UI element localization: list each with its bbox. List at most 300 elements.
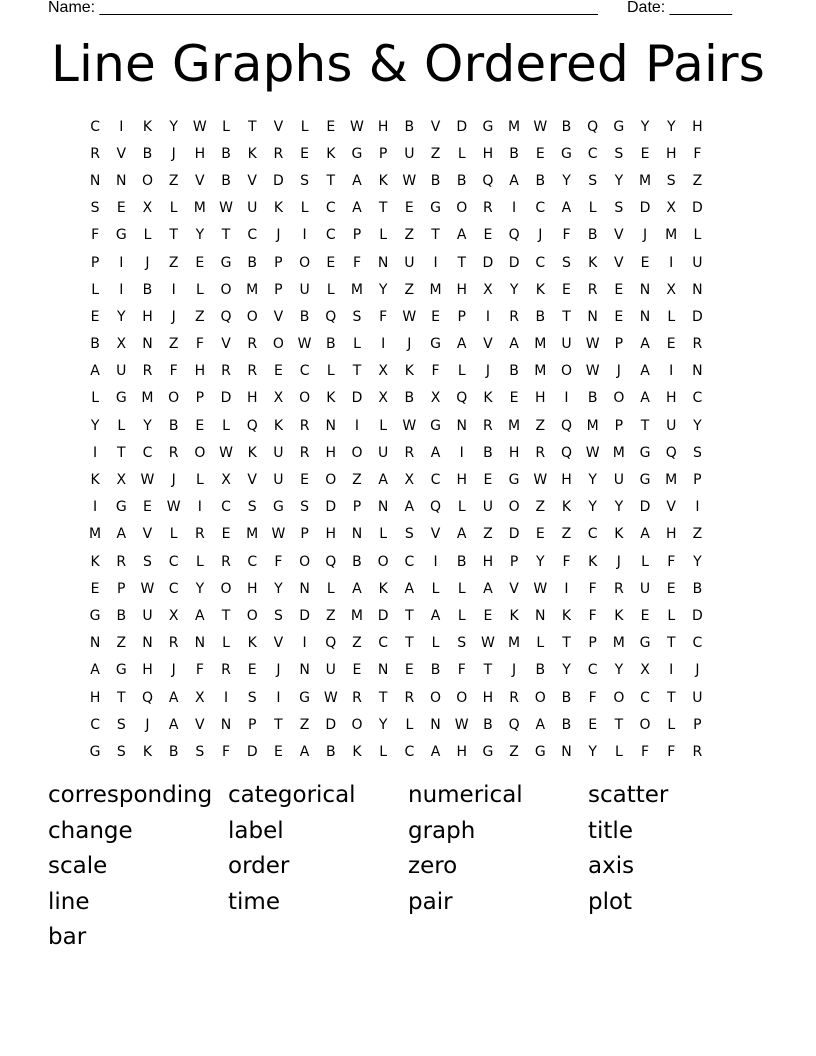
grid-letter: M <box>612 635 625 652</box>
grid-letter: Q <box>430 499 442 516</box>
grid-row <box>82 521 738 548</box>
grid-letter: B <box>456 553 467 570</box>
grid-letter: A <box>378 472 388 489</box>
grid-letter: G <box>639 635 651 652</box>
grid-letter: K <box>273 417 283 434</box>
grid-letter: G <box>534 743 546 760</box>
grid-letter: Y <box>378 716 388 733</box>
grid-letter: L <box>667 607 676 624</box>
grid-letter: O <box>639 716 651 733</box>
grid-letter: W <box>297 336 312 353</box>
grid-letter: Q <box>587 118 599 135</box>
grid-row <box>82 331 738 358</box>
grid-letter: K <box>509 607 519 624</box>
grid-letter: Q <box>665 444 677 461</box>
grid-letter: R <box>273 145 284 162</box>
grid-letter: M <box>508 118 521 135</box>
word-list-item: zero <box>408 853 458 879</box>
grid-letter: Y <box>195 227 205 244</box>
grid-letter: K <box>588 553 598 570</box>
grid-letter: I <box>197 499 202 516</box>
grid-letter: F <box>91 227 100 244</box>
grid-letter: U <box>404 254 415 271</box>
grid-letter: V <box>273 635 284 652</box>
grid-row <box>82 575 738 602</box>
grid-letter: P <box>274 254 283 271</box>
grid-letter: G <box>115 390 127 407</box>
grid-letter: V <box>614 227 624 244</box>
grid-letter: R <box>404 444 415 461</box>
grid-letter: V <box>195 716 205 733</box>
grid-letter: P <box>352 227 362 244</box>
grid-letter: A <box>456 336 467 353</box>
grid-letter: L <box>667 716 676 733</box>
grid-letter: D <box>325 499 337 516</box>
grid-letter: H <box>325 444 337 461</box>
grid-row <box>82 222 738 249</box>
grid-letter: R <box>509 689 519 706</box>
grid-letter: E <box>221 526 231 543</box>
grid-letter: B <box>430 172 441 189</box>
grid-letter: F <box>352 254 361 271</box>
grid-letter: T <box>378 689 388 706</box>
grid-letter: X <box>483 281 493 298</box>
grid-letter: H <box>89 689 101 706</box>
grid-letter: X <box>640 662 650 679</box>
grid-letter: C <box>168 580 179 597</box>
grid-letter: Z <box>535 499 546 516</box>
grid-letter: E <box>535 145 545 162</box>
grid-letter: Q <box>560 444 572 461</box>
word-list-item: title <box>588 817 633 844</box>
grid-letter: I <box>669 363 674 380</box>
grid-letter: C <box>90 716 100 733</box>
grid-letter: C <box>221 499 231 516</box>
grid-letter: K <box>483 390 493 407</box>
grid-letter: O <box>325 472 337 489</box>
grid-letter: T <box>614 716 624 733</box>
grid-letter: O <box>377 553 389 570</box>
grid-letter: V <box>273 308 284 325</box>
grid-letter: X <box>430 390 441 407</box>
grid-letter: T <box>247 118 257 135</box>
grid-letter: B <box>587 390 598 407</box>
grid-letter: S <box>457 635 467 652</box>
grid-letter: I <box>354 417 360 434</box>
grid-row <box>82 439 738 466</box>
grid-letter: G <box>430 417 441 434</box>
grid-letter: T <box>457 254 466 271</box>
grid-letter: B <box>299 308 310 325</box>
grid-letter: X <box>142 200 153 217</box>
grid-letter: T <box>117 444 126 461</box>
grid-letter: F <box>274 553 283 570</box>
grid-letter: S <box>116 743 126 760</box>
grid-letter: E <box>640 145 650 162</box>
grid-letter: D <box>299 607 310 624</box>
grid-letter: R <box>299 417 310 434</box>
grid-letter: B <box>221 145 231 162</box>
grid-letter: O <box>299 254 311 271</box>
grid-letter: B <box>509 363 519 380</box>
grid-letter: Y <box>588 743 597 760</box>
grid-letter: S <box>562 254 571 271</box>
grid-letter: L <box>195 281 204 298</box>
grid-letter: K <box>614 607 624 624</box>
grid-letter: A <box>509 172 519 189</box>
grid-letter: B <box>483 444 493 461</box>
grid-letter: V <box>614 254 624 271</box>
grid-letter: Y <box>509 281 519 298</box>
grid-letter: B <box>90 336 100 353</box>
grid-letter: I <box>381 336 386 353</box>
grid-row <box>82 711 738 738</box>
grid-letter: N <box>377 499 389 516</box>
grid-letter: B <box>561 118 572 135</box>
grid-letter: E <box>483 472 493 489</box>
grid-letter: Z <box>561 526 572 543</box>
grid-letter: Z <box>404 281 415 298</box>
grid-letter: V <box>509 580 519 597</box>
grid-letter: B <box>456 172 467 189</box>
grid-letter: E <box>195 254 205 271</box>
grid-letter: F <box>667 553 676 570</box>
grid-letter: L <box>379 526 388 543</box>
word-list <box>48 778 768 956</box>
grid-row <box>82 738 738 765</box>
grid-letter: R <box>692 743 703 760</box>
word-list-item: change <box>48 817 133 844</box>
grid-letter: D <box>325 716 337 733</box>
grid-letter: P <box>378 145 388 162</box>
grid-letter: E <box>431 308 440 325</box>
grid-letter: W <box>533 580 548 597</box>
grid-letter: L <box>431 635 440 652</box>
grid-letter: Y <box>693 553 702 570</box>
grid-letter: N <box>587 308 598 325</box>
grid-letter: E <box>535 526 545 543</box>
grid-letter: Y <box>614 172 624 189</box>
grid-letter: G <box>89 607 101 624</box>
grid-letter: J <box>485 363 490 380</box>
grid-letter: Z <box>509 743 519 760</box>
grid-letter: J <box>616 363 621 380</box>
grid-letter: C <box>430 472 441 489</box>
grid-letter: T <box>666 689 676 706</box>
grid-letter: K <box>326 145 336 162</box>
grid-letter: B <box>142 281 153 298</box>
grid-letter: N <box>325 417 337 434</box>
grid-letter: P <box>614 336 624 353</box>
grid-letter: E <box>588 716 598 733</box>
grid-letter: N <box>351 526 363 543</box>
grid-letter: W <box>585 444 600 461</box>
grid-letter: M <box>141 390 154 407</box>
word-list-item: bar <box>48 924 87 950</box>
grid-letter: U <box>666 417 677 434</box>
grid-letter: X <box>168 607 179 624</box>
grid-letter: I <box>171 281 176 298</box>
grid-letter: X <box>116 336 127 353</box>
grid-letter: J <box>145 716 150 733</box>
grid-letter: N <box>116 172 127 189</box>
grid-letter: P <box>588 635 597 652</box>
grid-letter: P <box>247 716 257 733</box>
grid-letter: Y <box>562 662 571 679</box>
grid-letter: L <box>222 417 230 434</box>
grid-letter: C <box>587 526 598 543</box>
grid-letter: I <box>669 254 674 271</box>
grid-letter: L <box>91 390 99 407</box>
grid-letter: U <box>325 662 336 679</box>
grid-letter: O <box>246 607 258 624</box>
grid-letter: Z <box>692 172 703 189</box>
grid-letter: H <box>665 526 677 543</box>
grid-letter: D <box>377 607 389 624</box>
grid-row <box>82 548 738 575</box>
grid-letter: S <box>352 308 362 325</box>
grid-letter: E <box>143 499 152 516</box>
grid-letter: W <box>140 472 155 489</box>
grid-letter: U <box>404 145 415 162</box>
grid-letter: J <box>616 553 621 570</box>
grid-letter: P <box>693 472 702 489</box>
grid-letter: W <box>219 444 233 461</box>
grid-letter: N <box>89 172 101 189</box>
word-list-item: pair <box>408 888 453 915</box>
grid-letter: W <box>402 417 417 434</box>
grid-letter: G <box>115 227 127 244</box>
grid-letter: R <box>613 580 624 597</box>
grid-letter: L <box>169 200 178 217</box>
grid-letter: S <box>300 499 310 516</box>
grid-letter: A <box>168 716 179 733</box>
grid-letter: E <box>640 254 650 271</box>
grid-letter: O <box>613 390 625 407</box>
grid-letter: E <box>273 363 283 380</box>
grid-letter: E <box>483 607 493 624</box>
grid-letter: D <box>273 172 284 189</box>
grid-letter: I <box>459 444 464 461</box>
grid-letter: D <box>220 390 232 407</box>
grid-letter: W <box>166 499 181 516</box>
grid-letter: E <box>352 662 362 679</box>
grid-letter: T <box>431 227 440 244</box>
grid-letter: P <box>509 553 519 570</box>
grid-row <box>82 358 738 385</box>
grid-letter: I <box>564 390 569 407</box>
grid-letter: Z <box>195 308 205 325</box>
grid-letter: B <box>404 118 415 135</box>
grid-letter: W <box>402 172 417 189</box>
grid-letter: X <box>666 200 677 217</box>
grid-letter: I <box>433 553 438 570</box>
grid-letter: L <box>379 227 388 244</box>
grid-row <box>82 602 738 629</box>
grid-letter: H <box>142 662 153 679</box>
name-field-label: Name: ________________________________________________________ <box>48 0 598 16</box>
grid-letter: M <box>534 336 547 353</box>
grid-letter: H <box>692 118 703 135</box>
grid-letter: H <box>194 363 206 380</box>
grid-letter: Z <box>168 172 179 189</box>
grid-letter: G <box>351 145 363 162</box>
grid-letter: A <box>640 390 650 407</box>
grid-letter: O <box>220 281 232 298</box>
grid-letter: H <box>508 444 520 461</box>
grid-letter: N <box>639 281 651 298</box>
grid-letter: B <box>509 145 519 162</box>
word-list-item: categorical <box>228 782 356 808</box>
grid-letter: A <box>116 526 127 543</box>
grid-letter: V <box>247 472 257 489</box>
grid-letter: O <box>299 553 311 570</box>
grid-letter: Q <box>508 227 520 244</box>
grid-letter: R <box>142 363 153 380</box>
grid-letter: T <box>640 417 650 434</box>
grid-row <box>82 466 738 493</box>
grid-letter: N <box>692 363 703 380</box>
grid-letter: N <box>194 635 206 652</box>
grid-letter: C <box>404 743 415 760</box>
grid-letter: B <box>168 743 179 760</box>
grid-letter: N <box>299 662 310 679</box>
grid-letter: A <box>456 526 467 543</box>
grid-letter: L <box>326 363 335 380</box>
grid-letter: M <box>350 607 364 624</box>
grid-letter: K <box>404 363 414 380</box>
grid-letter: M <box>638 172 652 189</box>
grid-letter: L <box>195 553 204 570</box>
grid-letter: K <box>561 607 572 624</box>
grid-letter: Q <box>456 390 468 407</box>
grid-letter: K <box>247 444 257 461</box>
grid-letter: G <box>430 336 441 353</box>
grid-letter: G <box>639 444 651 461</box>
grid-letter: K <box>90 553 100 570</box>
grid-letter: D <box>639 200 651 217</box>
grid-letter: E <box>404 662 414 679</box>
grid-letter: P <box>195 390 205 407</box>
grid-letter: H <box>456 472 467 489</box>
grid-letter: F <box>562 227 571 244</box>
grid-letter: I <box>276 689 281 706</box>
grid-letter: K <box>142 118 153 135</box>
page-title: Line Graphs & Ordered Pairs <box>50 35 766 93</box>
grid-letter: I <box>119 118 124 135</box>
grid-letter: C <box>535 200 546 217</box>
grid-letter: Y <box>588 499 597 516</box>
grid-letter: A <box>352 172 362 189</box>
grid-letter: F <box>457 662 466 679</box>
grid-letter: R <box>168 444 179 461</box>
grid-letter: C <box>587 145 598 162</box>
grid-letter: W <box>454 716 469 733</box>
grid-letter: D <box>351 390 363 407</box>
grid-letter: Q <box>325 635 337 652</box>
grid-letter: Z <box>299 716 310 733</box>
grid-letter: Q <box>325 553 337 570</box>
grid-letter: B <box>483 716 493 733</box>
grid-letter: B <box>142 145 153 162</box>
grid-letter: R <box>168 635 179 652</box>
grid-letter: E <box>562 281 571 298</box>
grid-letter: T <box>666 635 676 652</box>
grid-letter: D <box>692 308 703 325</box>
grid-letter: T <box>562 308 571 325</box>
grid-letter: S <box>143 553 152 570</box>
grid-letter: O <box>456 200 468 217</box>
grid-letter: K <box>614 526 624 543</box>
grid-letter: N <box>692 281 703 298</box>
grid-letter: L <box>667 308 676 325</box>
grid-letter: H <box>456 743 467 760</box>
grid-letter: O <box>141 172 153 189</box>
grid-letter: J <box>538 227 543 244</box>
grid-letter: T <box>169 227 178 244</box>
grid-letter: B <box>168 417 179 434</box>
grid-letter: X <box>221 472 231 489</box>
grid-letter: S <box>247 499 257 516</box>
grid-letter: W <box>140 580 155 597</box>
grid-letter: P <box>693 716 702 733</box>
grid-letter: A <box>430 743 441 760</box>
grid-letter: A <box>640 526 650 543</box>
grid-letter: F <box>195 336 204 353</box>
grid-row <box>82 684 738 711</box>
grid-letter: K <box>90 472 100 489</box>
grid-letter: P <box>352 499 362 516</box>
grid-letter: J <box>171 662 176 679</box>
grid-letter: M <box>534 363 547 380</box>
grid-letter: O <box>299 390 311 407</box>
grid-letter: V <box>666 499 676 516</box>
grid-letter: M <box>665 472 678 489</box>
grid-letter: S <box>614 145 624 162</box>
grid-letter: Z <box>352 635 362 652</box>
grid-letter: P <box>117 580 126 597</box>
grid-letter: B <box>535 662 546 679</box>
grid-letter: P <box>300 526 309 543</box>
grid-letter: A <box>561 200 572 217</box>
grid-letter: B <box>404 390 415 407</box>
grid-letter: D <box>246 743 258 760</box>
grid-letter: T <box>405 635 414 652</box>
grid-letter: L <box>117 417 126 434</box>
grid-letter: K <box>142 743 153 760</box>
grid-letter: V <box>195 172 205 189</box>
grid-letter: Y <box>693 417 702 434</box>
grid-letter: X <box>666 281 677 298</box>
grid-letter: U <box>273 444 284 461</box>
grid-letter: Q <box>220 308 232 325</box>
grid-letter: L <box>326 580 335 597</box>
grid-letter: F <box>222 743 231 760</box>
grid-letter: E <box>404 200 414 217</box>
grid-letter: O <box>246 308 258 325</box>
grid-row <box>82 494 738 521</box>
grid-row <box>82 140 738 167</box>
grid-letter: X <box>195 689 205 706</box>
grid-letter: D <box>456 118 468 135</box>
grid-letter: K <box>247 145 257 162</box>
grid-row <box>82 167 738 194</box>
grid-letter: I <box>512 200 517 217</box>
grid-letter: E <box>326 254 336 271</box>
grid-letter: O <box>456 689 468 706</box>
grid-letter: V <box>483 336 493 353</box>
grid-letter: A <box>404 499 415 516</box>
